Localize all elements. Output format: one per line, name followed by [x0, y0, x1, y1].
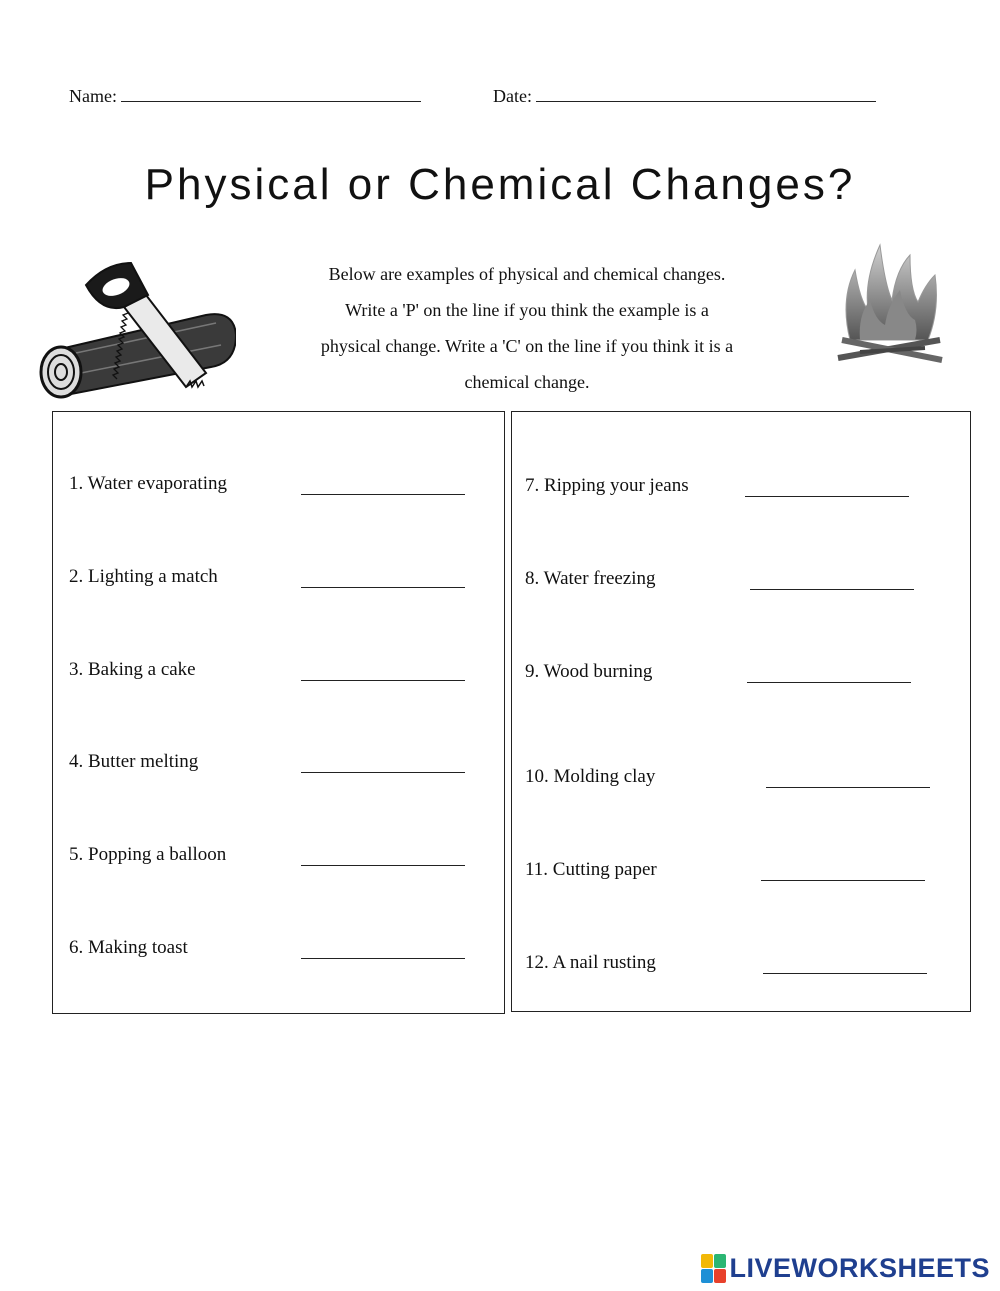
- fire-image: [830, 240, 950, 370]
- answer-line-3[interactable]: [301, 680, 465, 681]
- name-field: [69, 86, 421, 107]
- liveworksheets-mark-icon: [701, 1254, 727, 1284]
- answer-line-6[interactable]: [301, 958, 465, 959]
- list-item: 8. Water freezing: [525, 568, 656, 589]
- answer-line-5[interactable]: [301, 865, 465, 866]
- list-item: 5. Popping a balloon: [69, 844, 227, 865]
- instructions: [272, 256, 782, 400]
- instruction-line: physical change. Write a 'C' on the line if you think it is a: [320, 336, 734, 356]
- page-title: Physical or Chemical Changes?: [144, 160, 856, 209]
- name-line[interactable]: [121, 87, 421, 102]
- list-item: 9. Wood burning: [525, 661, 653, 682]
- list-item: 4. Butter melting: [69, 751, 199, 772]
- answer-line-1[interactable]: [301, 494, 465, 495]
- instruction-line: chemical change.: [464, 372, 590, 392]
- date-line[interactable]: [536, 87, 876, 102]
- answer-line-8[interactable]: [750, 589, 914, 590]
- answer-line-2[interactable]: [301, 587, 465, 588]
- list-item: 12. A nail rusting: [525, 952, 656, 973]
- list-item: 7. Ripping your jeans: [525, 475, 689, 496]
- saw-log-image: [36, 255, 236, 400]
- instruction-line: Below are examples of physical and chemical changes.: [328, 264, 726, 284]
- list-item: 2. Lighting a match: [69, 566, 218, 587]
- liveworksheets-logo: [701, 1253, 990, 1284]
- answer-line-10[interactable]: [766, 787, 930, 788]
- instruction-line: Write a 'P' on the line if you think the example is a: [345, 300, 709, 320]
- answer-line-4[interactable]: [301, 772, 465, 773]
- answer-line-7[interactable]: [745, 496, 909, 497]
- date-field: [493, 86, 876, 107]
- date-label: Date:: [493, 86, 532, 106]
- list-item: 10. Molding clay: [525, 766, 656, 787]
- answer-line-12[interactable]: [763, 973, 927, 974]
- left-items-panel: [52, 411, 505, 1014]
- list-item: 11. Cutting paper: [525, 859, 657, 880]
- name-label: Name:: [69, 86, 117, 106]
- list-item: 6. Making toast: [69, 937, 188, 958]
- answer-line-9[interactable]: [747, 682, 911, 683]
- list-item: 3. Baking a cake: [69, 659, 196, 680]
- right-items-panel: [511, 411, 971, 1012]
- logo-text: LIVEWORKSHEETS: [729, 1253, 990, 1283]
- answer-line-11[interactable]: [761, 880, 925, 881]
- list-item: 1. Water evaporating: [69, 473, 227, 494]
